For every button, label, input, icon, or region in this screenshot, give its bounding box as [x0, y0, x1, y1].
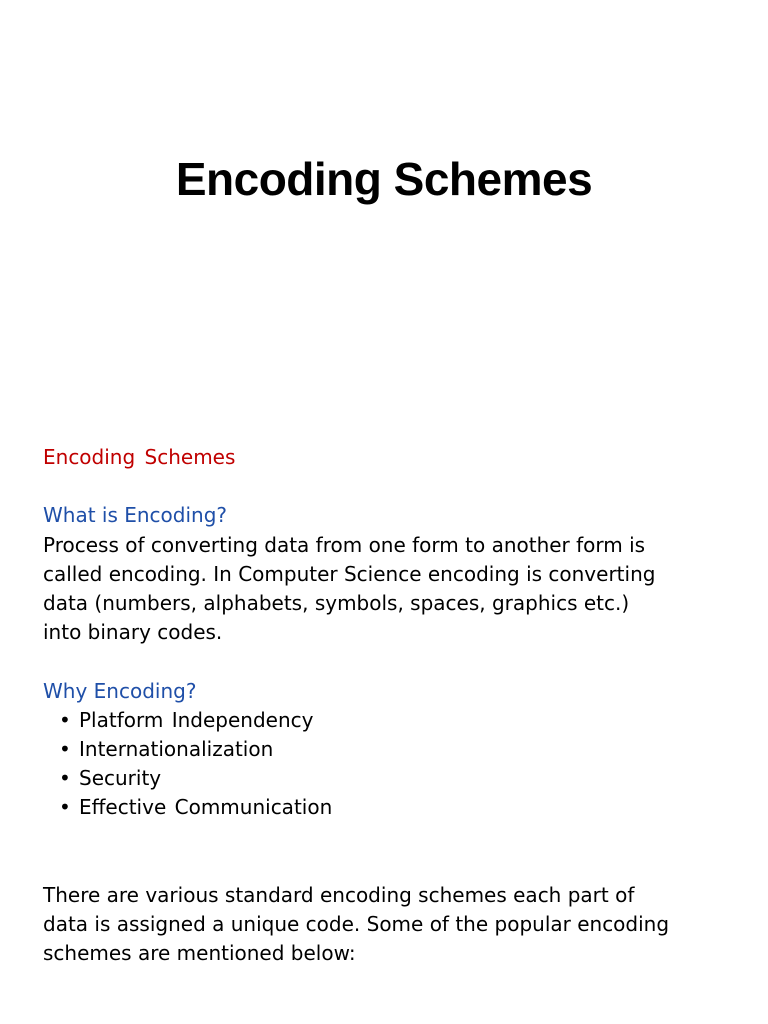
- bullet-icon: •: [59, 795, 71, 820]
- paragraph-line: There are various standard encoding schemes each part of: [43, 882, 635, 907]
- why-list: [43, 706, 733, 823]
- list-item: [59, 735, 733, 764]
- paragraph-line: into binary codes.: [43, 620, 223, 645]
- list-item: [59, 706, 733, 735]
- section-heading: Encoding Schemes: [43, 445, 236, 469]
- list-item: [59, 764, 733, 793]
- bullet-icon: •: [59, 766, 71, 791]
- what-paragraph: [43, 531, 733, 648]
- document-body: [43, 443, 733, 968]
- bullet-icon: •: [59, 737, 71, 761]
- what-heading: What is Encoding?: [43, 503, 228, 528]
- list-item: [59, 793, 733, 822]
- closing-paragraph: [43, 881, 733, 969]
- paragraph-line: called encoding. In Computer Science encoding is converting: [43, 561, 656, 586]
- list-item-label: Platform Independency: [79, 707, 314, 732]
- list-item-label: Internationalization: [79, 737, 274, 761]
- why-heading: Why Encoding?: [43, 678, 197, 703]
- bullet-icon: •: [59, 707, 71, 732]
- page-title: Encoding Schemes: [175, 153, 593, 205]
- paragraph-line: schemes are mentioned below:: [43, 941, 356, 966]
- paragraph-line: data is assigned a unique code. Some of the popular encoding: [43, 911, 670, 936]
- paragraph-line: data (numbers, alphabets, symbols, spaces, graphics etc.): [43, 591, 630, 615]
- list-item-label: Effective Communication: [79, 795, 333, 820]
- list-item-label: Security: [79, 766, 162, 791]
- paragraph-line: Process of converting data from one form to another form is: [43, 532, 646, 557]
